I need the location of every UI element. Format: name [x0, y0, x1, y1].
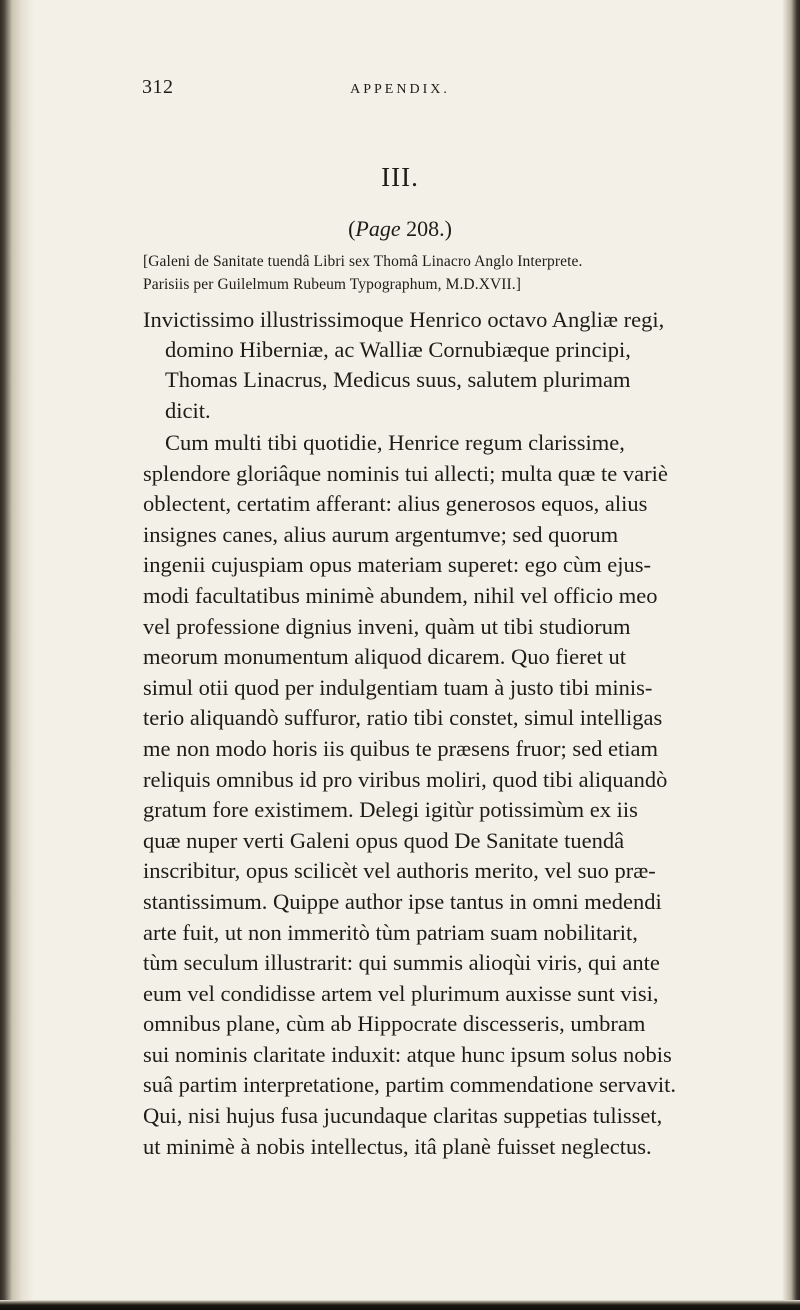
running-head: APPENDIX. [350, 82, 450, 97]
salutation-line: domino Hiberniæ, ac Walliæ Cornubiæque principi, [165, 337, 631, 363]
body-line: reliquis omnibus id pro viribus moliri, quod tibi aliquandò [143, 766, 668, 792]
page-number: 312 [142, 76, 174, 98]
body-line: eum vel condidisse artem vel plurimum auxisse sunt visi, [143, 980, 659, 1006]
page-ref-word: Page [355, 216, 401, 241]
body-line: me non modo horis iis quibus te præsens fruor; sed etiam [143, 735, 658, 761]
section-number: III. [381, 162, 419, 192]
body-line: insignes canes, alius aurum argentumve; sed quorum [143, 521, 619, 547]
body-line: splendore gloriâque nominis tui allecti; multa quæ te variè [143, 460, 668, 486]
body-line: stantissimum. Quippe author ipse tantus in omni medendi [143, 888, 662, 914]
dedication-body [143, 428, 791, 1162]
body-line: inscribitur, opus scilicèt vel authoris merito, vel suo præ- [143, 858, 656, 884]
body-line: terio aliquandò suffuror, ratio tibi constet, simul intelligas [143, 705, 663, 731]
body-line: simul otii quod per indulgentiam tuam à justo tibi minis- [143, 674, 653, 700]
body-line: tùm seculum illustrarit: qui summis alioqùi viris, qui ante [143, 950, 660, 976]
body-line: ingenii cujuspiam opus materiam superet: ego cùm ejus- [143, 552, 651, 578]
page-reference [0, 216, 800, 242]
body-line: quæ nuper verti Galeni opus quod De Sanitate tuendâ [143, 827, 625, 853]
dedication-salutation [143, 305, 788, 426]
page-ref-value: 208.) [400, 216, 452, 241]
bib-note-line: [Galeni de Sanitate tuendâ Libri sex Thomâ Linacro Anglo Interprete. [143, 253, 583, 270]
salutation-line: Invictissimo illustrissimoque Henrico octavo Angliæ regi, [143, 307, 665, 332]
body-line: sui nominis claritate induxit: atque hunc ipsum solus nobis [143, 1041, 672, 1067]
body-line: Qui, nisi hujus fusa jucundaque claritas suppetias tulisset, [143, 1103, 663, 1129]
bib-note-line: Parisiis per Guilelmum Rubeum Typographum, M.D.XVII.] [143, 276, 522, 293]
body-line: ut minimè à nobis intellectus, itâ planè fuisset neglectus. [143, 1133, 652, 1159]
page-ref-open: ( [348, 216, 356, 241]
body-line: gratum fore existimem. Delegi igitùr potissimùm ex iis [143, 797, 638, 823]
salutation-line: Thomas Linacrus, Medicus suus, salutem plurimam [165, 367, 631, 393]
bibliographic-note [143, 250, 788, 296]
body-line: vel professione dignius inveni, quàm ut tibi studiorum [143, 613, 631, 639]
body-line: Cum multi tibi quotidie, Henrice regum clarissime, [165, 430, 625, 455]
salutation-line: dicit. [165, 397, 211, 423]
body-line: modi facultatibus minimè abundem, nihil vel officio meo [143, 582, 658, 608]
body-line: suâ partim interpretatione, partim commendatione servavit. [143, 1072, 676, 1098]
body-line: meorum monumentum aliquod dicarem. Quo fieret ut [143, 644, 627, 670]
body-line: omnibus plane, cùm ab Hippocrate discesseris, umbram [143, 1011, 646, 1037]
body-line: oblectent, certatim afferant: alius generosos equos, alius [143, 491, 648, 517]
page-bottom-edge [0, 1300, 800, 1310]
body-line: arte fuit, ut non immeritò tùm patriam suam nobilitarit, [143, 919, 638, 945]
page-binding-shadow [0, 0, 34, 1310]
